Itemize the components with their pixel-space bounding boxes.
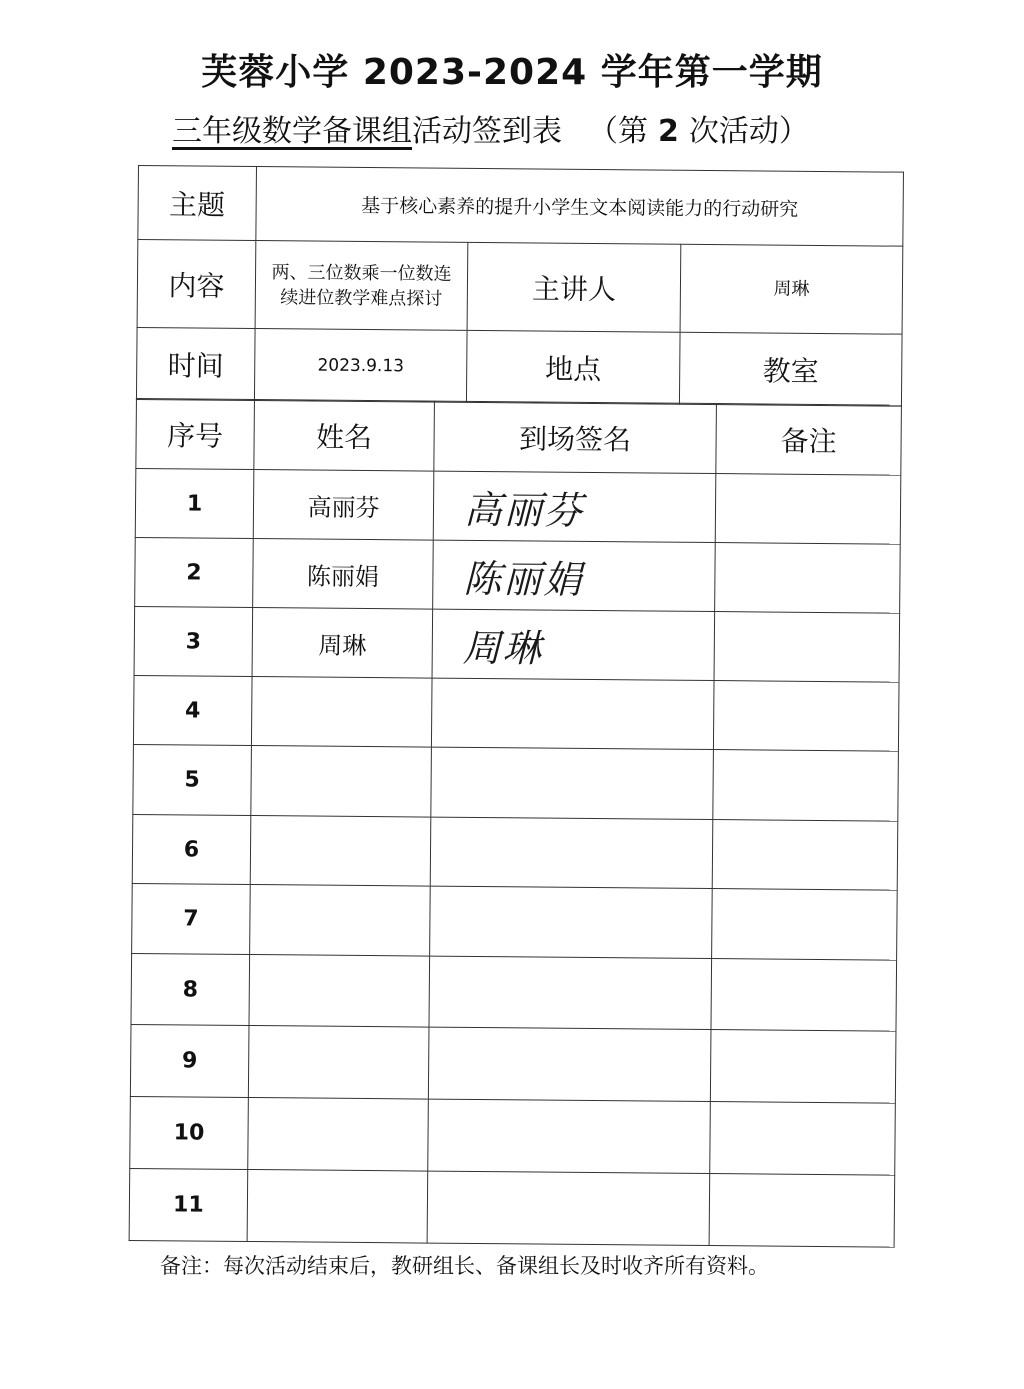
row-number: 11 <box>129 1169 248 1242</box>
attendee-name: 陈丽娟 <box>253 539 434 610</box>
attendee-name: 周琳 <box>252 608 433 679</box>
attendee-name[interactable] <box>251 746 432 818</box>
content-value: 两、三位数乘一位数连续进位教学难点探讨 <box>255 241 468 331</box>
subtitle-group-name: 三年级数学备课组 <box>172 114 412 149</box>
remark-cell[interactable] <box>715 543 901 614</box>
speaker-label: 主讲人 <box>467 242 681 332</box>
table-row <box>135 538 901 614</box>
attendee-name[interactable] <box>250 816 431 887</box>
footer-note: 备注：每次活动结束后，教研组长、备课组长及时收齐所有资料。 <box>160 1254 769 1278</box>
handwritten-signature: 陈丽娟 <box>433 540 716 611</box>
subtitle-form-name: 活动签到表 <box>412 114 562 149</box>
column-header-signature: 到场签名 <box>434 402 717 474</box>
session-number: 2 <box>658 114 679 149</box>
row-number: 3 <box>134 607 253 677</box>
handwritten-signature: 高丽芬 <box>433 471 716 542</box>
row-number: 1 <box>135 469 254 539</box>
attendee-name[interactable] <box>249 955 430 1028</box>
remark-cell[interactable] <box>709 1174 895 1248</box>
table-row <box>133 745 899 822</box>
attendee-name[interactable] <box>251 677 432 748</box>
remark-cell[interactable] <box>713 681 899 752</box>
remark-cell[interactable] <box>710 1102 896 1176</box>
remark-cell[interactable] <box>715 474 901 545</box>
signature-cell[interactable] <box>431 747 714 819</box>
signature-cell[interactable] <box>430 886 713 958</box>
subtitle-paren-close: 次活动） <box>688 114 809 149</box>
handwritten-signature: 周琳 <box>432 609 715 680</box>
theme-value: 基于核心素养的提升小学生文本阅读能力的行动研究 <box>256 167 904 247</box>
sign-in-sheet <box>129 165 903 1248</box>
row-number: 10 <box>130 1097 249 1170</box>
column-header-remark: 备注 <box>716 404 902 476</box>
attendee-name[interactable] <box>248 1026 429 1100</box>
signature-cell[interactable] <box>428 1027 711 1101</box>
remark-cell[interactable] <box>712 889 898 961</box>
table-row <box>135 469 901 545</box>
row-number: 9 <box>130 1025 249 1098</box>
place-value: 教室 <box>679 332 902 406</box>
signature-cell[interactable] <box>428 1099 711 1173</box>
table-row <box>133 676 899 752</box>
theme-label: 主题 <box>138 166 257 241</box>
speaker-value: 周琳 <box>680 244 903 334</box>
signature-cell[interactable] <box>429 956 712 1029</box>
content-label: 内容 <box>137 240 256 329</box>
page-title: 芙蓉小学 2023-2024 学年第一学期 <box>201 52 823 93</box>
attendance-table <box>129 398 902 1248</box>
time-value: 2023.9.13 <box>254 329 467 403</box>
page-subtitle <box>172 106 809 150</box>
column-header-name: 姓名 <box>254 400 435 472</box>
attendee-name: 高丽芬 <box>253 470 434 541</box>
time-label: 时间 <box>136 327 255 400</box>
subtitle-paren-open: （第 <box>588 114 648 149</box>
remark-cell[interactable] <box>714 612 900 683</box>
row-number: 6 <box>132 815 251 885</box>
row-number: 7 <box>132 884 251 955</box>
activity-info-table <box>136 165 904 407</box>
attendee-name[interactable] <box>248 1098 429 1172</box>
attendee-name[interactable] <box>247 1170 428 1244</box>
attendee-name[interactable] <box>250 885 431 957</box>
table-row <box>132 815 898 891</box>
remark-cell[interactable] <box>712 820 898 891</box>
table-row <box>134 607 900 683</box>
row-number: 5 <box>133 745 252 816</box>
table-row <box>131 954 897 1032</box>
remark-cell[interactable] <box>710 1030 896 1104</box>
signature-cell[interactable] <box>431 678 714 749</box>
signature-cell[interactable] <box>430 817 713 888</box>
remark-cell[interactable] <box>711 959 897 1032</box>
column-header-no: 序号 <box>136 399 255 470</box>
row-number: 2 <box>135 538 254 608</box>
row-number: 8 <box>131 954 250 1026</box>
table-row <box>132 884 898 961</box>
signature-cell[interactable] <box>427 1171 710 1245</box>
place-label: 地点 <box>466 330 680 404</box>
table-row <box>129 1169 895 1248</box>
table-row <box>130 1097 896 1176</box>
remark-cell[interactable] <box>713 750 899 822</box>
table-row <box>130 1025 896 1104</box>
row-number: 4 <box>133 676 252 746</box>
